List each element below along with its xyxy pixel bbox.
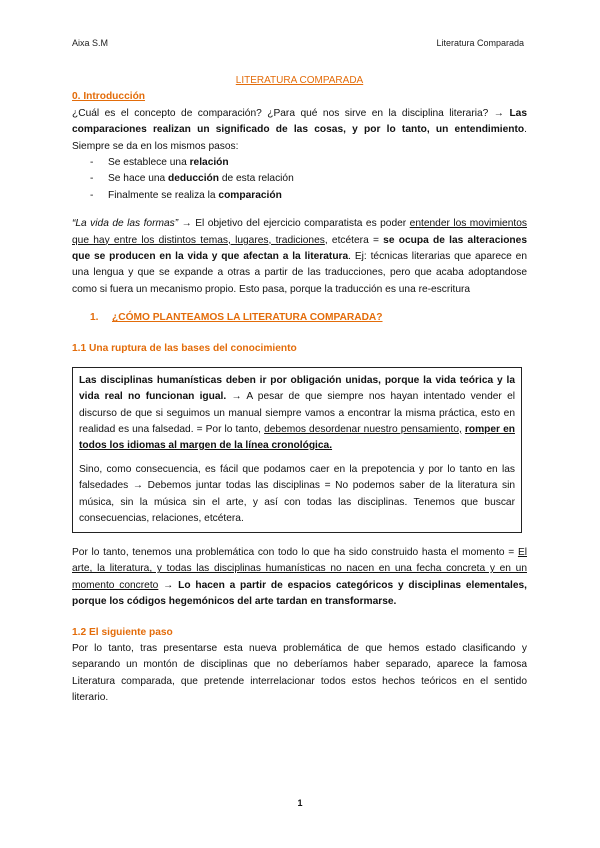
box-paragraph-1 bbox=[79, 373, 515, 454]
box-underlined: debemos desordenar nuestro pensamiento, bbox=[264, 423, 462, 435]
list-item bbox=[90, 188, 527, 204]
intro-p2-text-2: , etcétera = bbox=[324, 234, 384, 246]
intro-p2-text-3: . Ej: técnicas literarias que aparece en una lengua y que se expande a otras a partir de las traducciones, pero que acaba adoptandose como si fuera un mecanismo propio. Esto pasa, porque la traducción es una re-escritura bbox=[72, 251, 527, 295]
subsection-1-1-paragraph bbox=[72, 545, 527, 611]
box-paragraph-2: Sino, como consecuencia, es fácil que podamos caer en la prepotencia y por lo tanto en las falsedades → Debemos juntar todas las disciplinas = No podemos saber de la literatura sin música, sin la música sin el arte, y así con todas las disciplinas. Tenemos que buscar consecuencias, relaciones, etcétera. bbox=[79, 464, 515, 524]
intro-p1-end: . Siempre se da en los mismos pasos: bbox=[72, 124, 527, 152]
para-underlined: El arte, la literatura, y todas las disciplinas humanísticas no nacen en una fecha concreta y en un momento concreto bbox=[72, 546, 527, 591]
intro-paragraph-1 bbox=[72, 106, 527, 155]
section-1-title: ¿CÓMO PLANTEAMOS LA LITERATURA COMPARADA? bbox=[112, 312, 383, 324]
intro-p2-bold: se ocupa de las alteraciones que se producen en la vida y que afectan a la literatura bbox=[72, 234, 527, 263]
step-tail: de esta relación bbox=[219, 173, 294, 185]
box-text: → A pesar de que siempre nos hayan intentado vender el discurso de que si seguimos un manual siempre vamos a encontrar la misma práctica, esto en realidad es una falsedad. = Por lo tanto, bbox=[79, 391, 515, 435]
intro-p1-bold: Las comparaciones realizan un significado de las cosas, y por lo tanto, un entendimiento bbox=[72, 107, 527, 136]
header-subject: Literatura Comparada bbox=[436, 38, 524, 48]
intro-p2-underlined: entender los movimientos que hay entre los distintos temas, lugares, tradiciones bbox=[72, 218, 527, 246]
list-item bbox=[90, 171, 527, 187]
intro-p1-text: ¿Cuál es el concepto de comparación? ¿Para qué nos sirve en la disciplina literaria? → bbox=[72, 107, 510, 119]
para-text: Por lo tanto, tenemos una problemática con todo lo que ha sido construido hasta el momento = bbox=[72, 546, 518, 558]
subsection-1-2-heading: 1.2 El siguiente paso bbox=[72, 626, 173, 638]
section-1-heading bbox=[72, 310, 527, 326]
quote-title: “La vida de las formas” bbox=[72, 218, 179, 230]
subsection-1-2-paragraph: Por lo tanto, tras presentarse esta nueva problemática de que hemos estado clasificando y separando un montón de disciplinas que no deberíamos haber separado, aparece la famosa Literatura comparada, que pretende interrelacionar todos estos hechos teóricos en el sentido literario. bbox=[72, 642, 527, 704]
header-author: Aixa S.M bbox=[72, 38, 109, 48]
page-number: 1 bbox=[297, 798, 303, 808]
intro-heading: 0. Introducción bbox=[72, 91, 146, 103]
box-bold-statement: Las disciplinas humanísticas deben ir por obligación unidas, porque la vida teórica y la vida real no funcionan igual. bbox=[79, 375, 515, 403]
intro-p2-text: → El objetivo del ejercicio comparatista es poder bbox=[178, 218, 410, 230]
highlight-box bbox=[72, 367, 522, 533]
para-arrow: → bbox=[158, 579, 179, 591]
step-text: Finalmente se realiza la bbox=[108, 189, 219, 201]
para-bold: Lo hacen a partir de espacios categóricos y disciplinas elementales, porque los códigos hegemónicos del arte tardan en transformarse. bbox=[72, 579, 528, 608]
document-title: LITERATURA COMPARADA bbox=[235, 75, 364, 86]
step-keyword: relación bbox=[189, 157, 229, 169]
steps-list bbox=[72, 155, 527, 204]
step-keyword: comparación bbox=[218, 189, 282, 201]
step-text: Se establece una bbox=[108, 157, 190, 169]
list-item bbox=[90, 155, 527, 171]
box-underlined-bold: romper en todos los idiomas al margen de la línea cronológica. bbox=[79, 423, 515, 451]
intro-paragraph-2 bbox=[72, 216, 527, 298]
document-body bbox=[72, 73, 527, 707]
subsection-1-1-heading: 1.1 Una ruptura de las bases del conocimiento bbox=[72, 342, 297, 354]
step-text: Se hace una bbox=[108, 173, 169, 185]
section-1-number: 1. bbox=[90, 312, 99, 324]
step-keyword: deducción bbox=[168, 173, 219, 185]
